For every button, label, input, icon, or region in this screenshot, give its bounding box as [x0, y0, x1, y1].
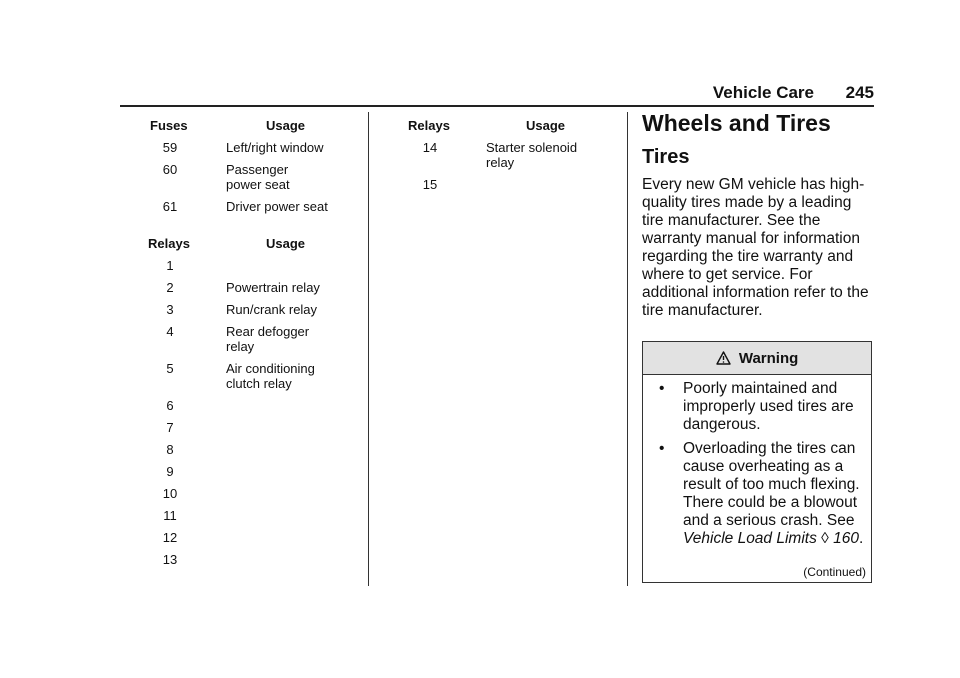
row-usage: Passenger power seat: [226, 162, 290, 192]
row-usage: Run/crank relay: [226, 302, 318, 317]
period: .: [859, 530, 864, 547]
row-number: 10: [162, 486, 178, 501]
warning-bullet-text: [683, 440, 865, 548]
row-usage: Starter solenoid relay: [486, 140, 578, 170]
bullet-dot: •: [659, 380, 665, 397]
relays-header: Relays: [148, 236, 190, 251]
row-usage: Rear defogger relay: [226, 324, 310, 354]
row-number: 15: [422, 177, 438, 192]
right-column: [642, 0, 877, 340]
warning-title: Warning: [738, 350, 799, 367]
row-usage: Powertrain relay: [226, 280, 320, 295]
page-number: 245: [845, 83, 874, 102]
section-heading: Wheels and Tires: [642, 110, 831, 136]
row-number: 59: [162, 140, 178, 155]
row-usage: Driver power seat: [226, 199, 328, 214]
fuses-header: Fuses: [150, 118, 188, 133]
row-number: 6: [166, 398, 174, 413]
row-number: 2: [166, 280, 174, 295]
page-ref-arrow-icon: ◊: [821, 530, 829, 547]
row-number: 4: [166, 324, 174, 339]
cross-reference-page[interactable]: 160: [833, 530, 860, 547]
row-usage: Air conditioning clutch relay: [226, 361, 315, 391]
row-number: 11: [163, 508, 177, 523]
warning-bullet: [659, 440, 865, 548]
row-number: 9: [166, 464, 174, 479]
column-divider-1: [368, 112, 369, 586]
row-number: 14: [422, 140, 438, 155]
subsection-heading: Tires: [642, 146, 690, 168]
relays-header: Relays: [408, 118, 450, 133]
row-usage: Left/right window: [226, 140, 324, 155]
row-number: 7: [166, 420, 174, 435]
bullet-dot: •: [659, 440, 665, 457]
row-number: 5: [166, 361, 174, 376]
usage-header: Usage: [526, 118, 566, 133]
row-number: 13: [162, 552, 178, 567]
usage-header: Usage: [266, 118, 306, 133]
section-title: Vehicle Care: [712, 83, 814, 102]
warning-bullet-text: Poorly maintained and improperly used tires are dangerous.: [683, 380, 854, 433]
warning-bullet-body: Overloading the tires can cause overheating as a result of too much flexing. There could be a blowout and a serious crash. See: [683, 440, 860, 529]
cross-reference-link[interactable]: Vehicle Load Limits: [683, 530, 817, 547]
row-number: 1: [166, 258, 174, 273]
intro-paragraph: Every new GM vehicle has high-quality tires made by a leading tire manufacturer. See the warranty manual for information regarding the tire warranty and where to get service. For additional information refer to the tire manufacturer.: [642, 176, 869, 319]
row-number: 12: [162, 530, 178, 545]
warning-box: [642, 341, 872, 583]
warning-bullet: [659, 380, 865, 434]
row-number: 61: [162, 199, 178, 214]
warning-triangle-icon: [716, 350, 735, 367]
row-number: 3: [166, 302, 174, 317]
usage-header: Usage: [266, 236, 306, 251]
column-divider-2: [627, 112, 628, 586]
continued-label: (Continued): [803, 565, 866, 579]
row-number: 60: [162, 162, 178, 177]
warning-header: [643, 342, 871, 375]
row-number: 8: [166, 442, 174, 457]
